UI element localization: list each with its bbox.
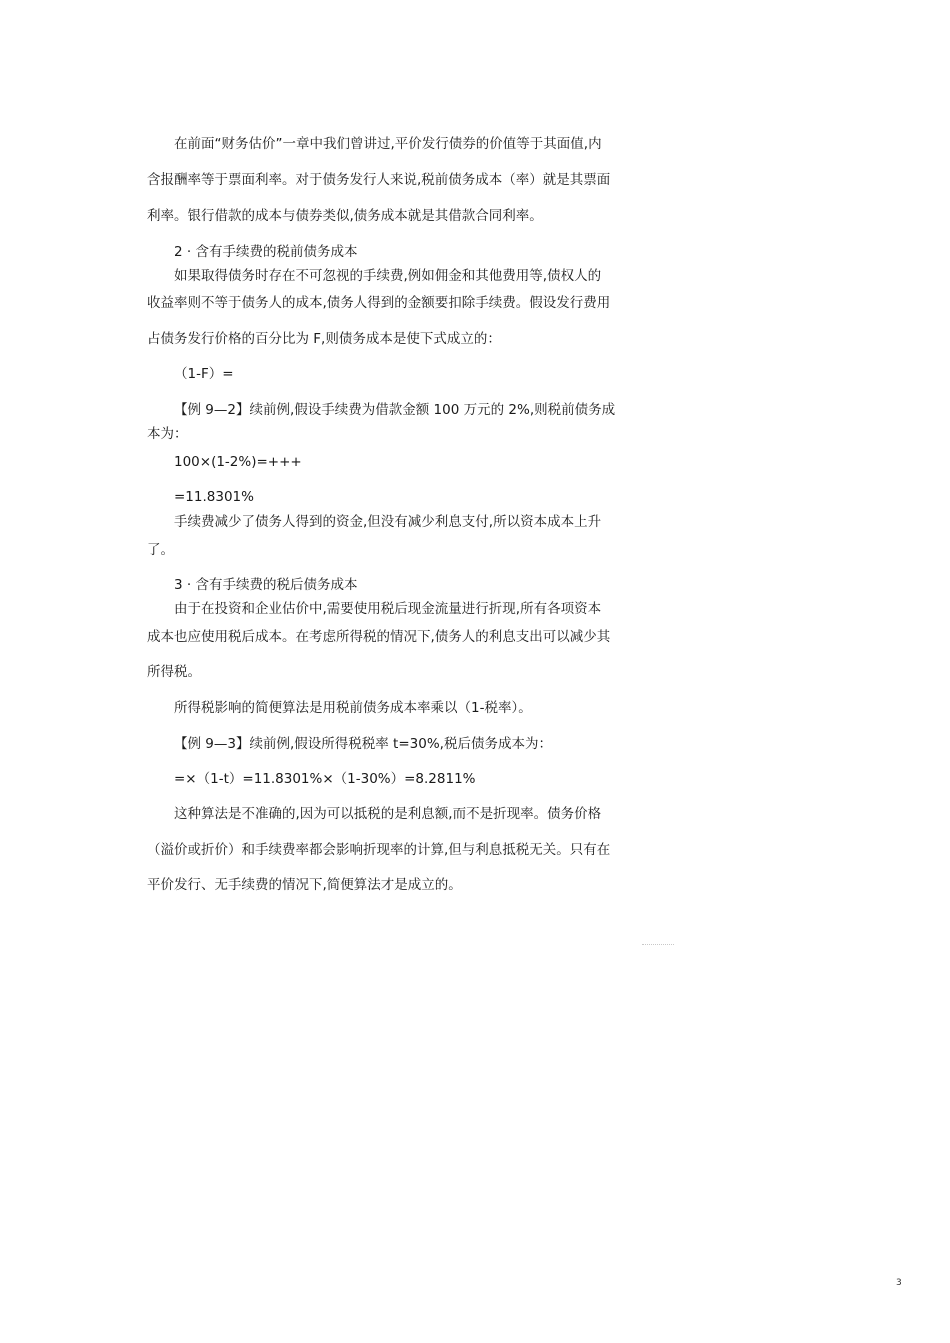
paragraph-line: 手续费减少了债务人得到的资金,但没有减少利息支付,所以资本成本上升 — [174, 514, 602, 530]
formula-line: =×（1-t）=11.8301%×（1-30%）=8.2811% — [174, 771, 476, 787]
example-line: 【例 9—3】续前例,假设所得税税率 t=30%,税后债务成本为： — [174, 736, 552, 752]
paragraph-line: 所得税影响的简便算法是用税前债务成本率乘以（1-税率）。 — [174, 700, 532, 716]
paragraph-line: 收益率则不等于债务人的成本,债务人得到的金额要扣除手续费。假设发行费用 — [147, 295, 611, 311]
dotted-mark — [642, 944, 674, 945]
paragraph-line: 占债务发行价格的百分比为 F,则债务成本是使下式成立的： — [147, 331, 501, 347]
page-number: 3 — [896, 1278, 902, 1288]
paragraph-line: 所得税。 — [147, 664, 201, 680]
formula-line: 100×(1-2%)=+++ — [174, 454, 302, 470]
paragraph-line: 由于在投资和企业估价中,需要使用税后现金流量进行折现,所有各项资本 — [174, 601, 602, 617]
paragraph-line: （溢价或折价）和手续费率都会影响折现率的计算,但与利息抵税无关。只有在 — [147, 842, 611, 858]
paragraph-line: 利率。银行借款的成本与债券类似,债务成本就是其借款合同利率。 — [147, 208, 543, 224]
paragraph-line: 这种算法是不准确的,因为可以抵税的是利息额,而不是折现率。债务价格 — [174, 806, 602, 822]
paragraph-line: 本为： — [147, 426, 188, 442]
paragraph-line: 了。 — [147, 542, 174, 558]
paragraph-line: 如果取得债务时存在不可忽视的手续费,例如佣金和其他费用等,债权人的 — [174, 268, 602, 284]
paragraph-line: 平价发行、无手续费的情况下,简便算法才是成立的。 — [147, 877, 462, 893]
section-heading: 3 · 含有手续费的税后债务成本 — [174, 577, 358, 593]
paragraph-line: 在前面“财务估价”一章中我们曾讲过,平价发行债券的价值等于其面值,内 — [174, 136, 602, 152]
formula-line: =11.8301% — [174, 489, 254, 505]
paragraph-line: 含报酬率等于票面利率。对于债务发行人来说,税前债务成本（率）就是其票面 — [147, 172, 611, 188]
example-line: 【例 9—2】续前例,假设手续费为借款金额 100 万元的 2%,则税前债务成 — [174, 402, 616, 418]
section-heading: 2 · 含有手续费的税前债务成本 — [174, 244, 358, 260]
formula-line: （1-F）= — [174, 366, 234, 382]
paragraph-line: 成本也应使用税后成本。在考虑所得税的情况下,债务人的利息支出可以减少其 — [147, 629, 611, 645]
